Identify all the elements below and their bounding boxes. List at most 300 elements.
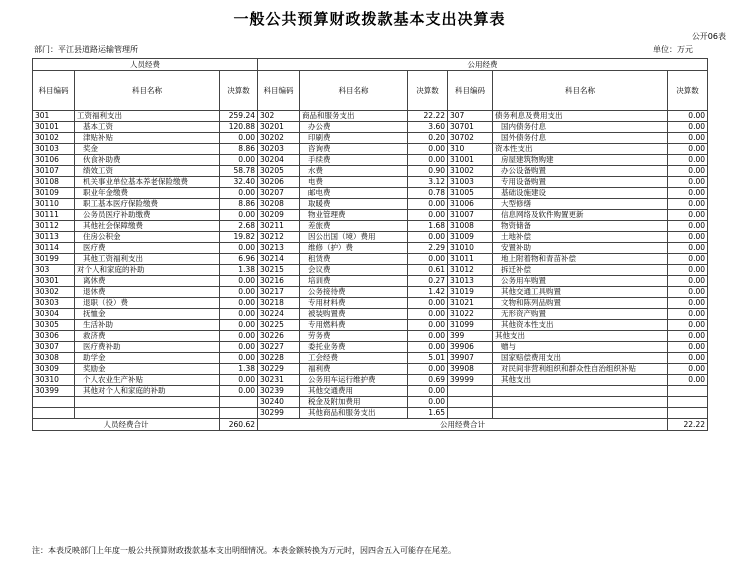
personnel-code-cell: 30306 bbox=[33, 331, 75, 342]
public-a-amount-cell: 0.27 bbox=[408, 276, 448, 287]
public-a-amount-cell: 0.00 bbox=[408, 232, 448, 243]
public-b-amount-cell: 0.00 bbox=[668, 243, 708, 254]
table-header-row bbox=[33, 71, 708, 111]
public-b-code-cell: 30701 bbox=[448, 122, 493, 133]
personnel-name-cell: 个人农业生产补贴 bbox=[75, 375, 220, 386]
public-b-code-cell: 31002 bbox=[448, 166, 493, 177]
public-a-name-cell: 其他商品和服务支出 bbox=[300, 408, 408, 419]
personnel-amount-cell bbox=[220, 408, 258, 419]
table-row bbox=[33, 254, 708, 265]
table-row bbox=[33, 122, 708, 133]
public-b-code-cell: 31006 bbox=[448, 199, 493, 210]
table-row bbox=[33, 243, 708, 254]
personnel-code-cell: 30301 bbox=[33, 276, 75, 287]
public-a-amount-cell: 0.00 bbox=[408, 298, 448, 309]
personnel-code-cell: 30305 bbox=[33, 320, 75, 331]
personnel-code-cell: 30110 bbox=[33, 199, 75, 210]
public-b-code-cell: 39999 bbox=[448, 375, 493, 386]
public-a-amount-cell: 0.00 bbox=[408, 386, 448, 397]
public-b-code-cell: 31021 bbox=[448, 298, 493, 309]
public-b-name-cell: 对民间非营利组织和群众性自治组织补贴 bbox=[493, 364, 668, 375]
personnel-name-cell: 其他对个人和家庭的补助 bbox=[75, 386, 220, 397]
public-b-name-cell bbox=[493, 408, 668, 419]
unit-label: 单位：万元 bbox=[653, 45, 693, 54]
personnel-name-cell: 工资福利支出 bbox=[75, 111, 220, 122]
page-title: 一般公共预算财政拨款基本支出决算表 bbox=[233, 10, 506, 28]
public-a-name-cell: 水费 bbox=[300, 166, 408, 177]
personnel-amount-cell: 32.40 bbox=[220, 177, 258, 188]
public-a-code-cell: 30208 bbox=[258, 199, 300, 210]
personnel-amount-cell: 2.68 bbox=[220, 221, 258, 232]
personnel-name-cell: 伙食补助费 bbox=[75, 155, 220, 166]
public-b-amount-cell: 0.00 bbox=[668, 287, 708, 298]
personnel-amount-cell: 0.00 bbox=[220, 210, 258, 221]
personnel-name-cell: 退职（役）费 bbox=[75, 298, 220, 309]
public-b-name-cell: 其他支出 bbox=[493, 375, 668, 386]
public-b-name-cell: 其他交通工具购置 bbox=[493, 287, 668, 298]
personnel-code-cell: 30308 bbox=[33, 353, 75, 364]
public-a-name-cell: 维修（护）费 bbox=[300, 243, 408, 254]
personnel-code-cell: 30101 bbox=[33, 122, 75, 133]
public-b-amount-cell: 0.00 bbox=[668, 276, 708, 287]
personnel-code-cell: 30303 bbox=[33, 298, 75, 309]
public-b-amount-cell: 0.00 bbox=[668, 298, 708, 309]
public-b-name-cell: 赠与 bbox=[493, 342, 668, 353]
table-row bbox=[33, 342, 708, 353]
public-b-name-cell: 国外债务付息 bbox=[493, 133, 668, 144]
public-a-name-cell: 培训费 bbox=[300, 276, 408, 287]
public-b-code-cell: 39906 bbox=[448, 342, 493, 353]
public-a-name-cell: 被装购置费 bbox=[300, 309, 408, 320]
public-b-name-cell bbox=[493, 386, 668, 397]
public-a-code-cell: 30229 bbox=[258, 364, 300, 375]
personnel-name-cell: 职业年金缴费 bbox=[75, 188, 220, 199]
public-a-amount-cell: 0.00 bbox=[408, 210, 448, 221]
public-b-code-cell bbox=[448, 397, 493, 408]
public-b-amount-cell: 0.00 bbox=[668, 232, 708, 243]
public-a-code-cell: 30218 bbox=[258, 298, 300, 309]
table-row bbox=[33, 199, 708, 210]
public-b-amount-cell: 0.00 bbox=[668, 364, 708, 375]
public-a-amount-cell: 0.00 bbox=[408, 397, 448, 408]
table-row bbox=[33, 221, 708, 232]
personnel-name-cell: 医疗费补助 bbox=[75, 342, 220, 353]
public-a-amount-cell: 0.90 bbox=[408, 166, 448, 177]
public-a-amount-cell: 0.20 bbox=[408, 133, 448, 144]
personnel-code-cell: 30399 bbox=[33, 386, 75, 397]
public-b-code-cell: 31005 bbox=[448, 188, 493, 199]
public-a-code-cell: 302 bbox=[258, 111, 300, 122]
public-b-code-cell: 399 bbox=[448, 331, 493, 342]
public-b-amount-cell: 0.00 bbox=[668, 265, 708, 276]
personnel-amount-cell: 259.24 bbox=[220, 111, 258, 122]
public-a-amount-cell: 0.61 bbox=[408, 265, 448, 276]
table-row bbox=[33, 287, 708, 298]
public-a-name-cell: 专用材料费 bbox=[300, 298, 408, 309]
personnel-amount-cell: 1.38 bbox=[220, 265, 258, 276]
personnel-amount-cell: 0.00 bbox=[220, 309, 258, 320]
personnel-name-cell: 离休费 bbox=[75, 276, 220, 287]
public-a-name-cell: 因公出国（境）费用 bbox=[300, 232, 408, 243]
personnel-code-cell: 303 bbox=[33, 265, 75, 276]
table-row bbox=[33, 408, 708, 419]
public-a-amount-cell: 0.69 bbox=[408, 375, 448, 386]
public-a-code-cell: 30206 bbox=[258, 177, 300, 188]
public-b-name-cell: 信息网络及软件购置更新 bbox=[493, 210, 668, 221]
public-a-name-cell: 商品和服务支出 bbox=[300, 111, 408, 122]
public-b-code-cell: 31022 bbox=[448, 309, 493, 320]
personnel-total-value: 260.62 bbox=[220, 419, 258, 431]
public-a-code-cell: 30207 bbox=[258, 188, 300, 199]
public-b-code-cell: 30702 bbox=[448, 133, 493, 144]
public-group-header: 公用经费 bbox=[258, 59, 708, 71]
table-row bbox=[33, 397, 708, 408]
personnel-amount-cell: 0.00 bbox=[220, 386, 258, 397]
public-total-label: 公用经费合计 bbox=[258, 419, 668, 431]
footnote: 注：本表反映部门上年度一般公共预算财政拨款基本支出明细情况。本表金额转换为万元时，因四舍五入可能存在尾差。 bbox=[32, 546, 456, 555]
personnel-code-cell: 301 bbox=[33, 111, 75, 122]
personnel-name-cell: 津贴补贴 bbox=[75, 133, 220, 144]
personnel-name-cell: 奖励金 bbox=[75, 364, 220, 375]
public-b-amount-cell: 0.00 bbox=[668, 254, 708, 265]
public-b-amount-cell: 0.00 bbox=[668, 331, 708, 342]
public-a-code-cell: 30203 bbox=[258, 144, 300, 155]
table-row bbox=[33, 133, 708, 144]
table-row bbox=[33, 265, 708, 276]
personnel-amount-cell: 58.78 bbox=[220, 166, 258, 177]
public-b-amount-cell: 0.00 bbox=[668, 177, 708, 188]
public-b-code-cell: 31008 bbox=[448, 221, 493, 232]
personnel-amount-cell: 6.96 bbox=[220, 254, 258, 265]
personnel-name-cell: 抚恤金 bbox=[75, 309, 220, 320]
table-row bbox=[33, 177, 708, 188]
public-a-amount-cell: 0.00 bbox=[408, 254, 448, 265]
public-a-code-cell: 30202 bbox=[258, 133, 300, 144]
personnel-amount-cell: 0.00 bbox=[220, 375, 258, 386]
personnel-name-cell: 其他社会保障缴费 bbox=[75, 221, 220, 232]
personnel-code-cell bbox=[33, 397, 75, 408]
public-a-name-cell: 手续费 bbox=[300, 155, 408, 166]
public-a-code-cell: 30212 bbox=[258, 232, 300, 243]
personnel-name-cell: 生活补助 bbox=[75, 320, 220, 331]
public-a-amount-cell: 3.60 bbox=[408, 122, 448, 133]
public-b-amount-cell: 0.00 bbox=[668, 199, 708, 210]
personnel-code-cell: 30310 bbox=[33, 375, 75, 386]
personnel-code-cell: 30102 bbox=[33, 133, 75, 144]
public-a-amount-cell: 1.42 bbox=[408, 287, 448, 298]
personnel-amount-cell: 0.00 bbox=[220, 133, 258, 144]
table-row bbox=[33, 320, 708, 331]
personnel-name-cell: 助学金 bbox=[75, 353, 220, 364]
public-b-code-cell: 31013 bbox=[448, 276, 493, 287]
public-a-code-cell: 30227 bbox=[258, 342, 300, 353]
personnel-code-cell: 30199 bbox=[33, 254, 75, 265]
table-row bbox=[33, 386, 708, 397]
public-b-code-cell bbox=[448, 408, 493, 419]
public-a-code-cell: 30240 bbox=[258, 397, 300, 408]
personnel-amount-cell: 8.86 bbox=[220, 144, 258, 155]
table-row bbox=[33, 331, 708, 342]
public-a-code-cell: 30225 bbox=[258, 320, 300, 331]
personnel-amount-cell bbox=[220, 397, 258, 408]
public-b-name-cell: 大型修缮 bbox=[493, 199, 668, 210]
public-b-amount-cell: 0.00 bbox=[668, 166, 708, 177]
public-b-code-cell: 307 bbox=[448, 111, 493, 122]
public-b-amount-cell: 0.00 bbox=[668, 210, 708, 221]
personnel-code-cell: 30113 bbox=[33, 232, 75, 243]
public-b-code-cell: 31019 bbox=[448, 287, 493, 298]
personnel-amount-cell: 0.00 bbox=[220, 287, 258, 298]
public-a-amount-cell: 3.12 bbox=[408, 177, 448, 188]
table-row bbox=[33, 309, 708, 320]
personnel-code-cell: 30107 bbox=[33, 166, 75, 177]
personnel-code-cell: 30304 bbox=[33, 309, 75, 320]
personnel-amount-cell: 8.86 bbox=[220, 199, 258, 210]
public-b-name-cell: 债务利息及费用支出 bbox=[493, 111, 668, 122]
public-b-amount-cell: 0.00 bbox=[668, 320, 708, 331]
personnel-name-cell: 机关事业单位基本养老保险缴费 bbox=[75, 177, 220, 188]
public-a-name-cell: 会议费 bbox=[300, 265, 408, 276]
public-b-amount-cell: 0.00 bbox=[668, 221, 708, 232]
public-b-name-cell: 资本性支出 bbox=[493, 144, 668, 155]
public-a-name-cell: 税金及附加费用 bbox=[300, 397, 408, 408]
public-a-amount-cell: 5.01 bbox=[408, 353, 448, 364]
table-row bbox=[33, 353, 708, 364]
public-a-amount-cell: 0.00 bbox=[408, 144, 448, 155]
public-b-name-cell: 专用设备购置 bbox=[493, 177, 668, 188]
personnel-name-cell: 基本工资 bbox=[75, 122, 220, 133]
public-b-name-cell: 物资储备 bbox=[493, 221, 668, 232]
column-header-code: 科目编码 bbox=[33, 71, 75, 111]
public-a-amount-cell: 0.00 bbox=[408, 331, 448, 342]
public-a-name-cell: 委托业务费 bbox=[300, 342, 408, 353]
public-a-amount-cell: 1.68 bbox=[408, 221, 448, 232]
public-b-amount-cell bbox=[668, 386, 708, 397]
personnel-name-cell bbox=[75, 408, 220, 419]
personnel-code-cell: 30109 bbox=[33, 188, 75, 199]
personnel-amount-cell: 0.00 bbox=[220, 353, 258, 364]
public-b-code-cell: 310 bbox=[448, 144, 493, 155]
table-row bbox=[33, 188, 708, 199]
public-a-name-cell: 咨询费 bbox=[300, 144, 408, 155]
public-a-code-cell: 30205 bbox=[258, 166, 300, 177]
public-a-amount-cell: 0.00 bbox=[408, 199, 448, 210]
expenditure-table bbox=[32, 58, 708, 431]
personnel-code-cell: 30112 bbox=[33, 221, 75, 232]
public-a-name-cell: 公务用车运行维护费 bbox=[300, 375, 408, 386]
public-b-code-cell: 39908 bbox=[448, 364, 493, 375]
personnel-code-cell: 30307 bbox=[33, 342, 75, 353]
public-a-code-cell: 30239 bbox=[258, 386, 300, 397]
public-a-name-cell: 物业管理费 bbox=[300, 210, 408, 221]
public-a-code-cell: 30299 bbox=[258, 408, 300, 419]
table-row bbox=[33, 111, 708, 122]
public-a-code-cell: 30215 bbox=[258, 265, 300, 276]
totals-row bbox=[33, 419, 708, 431]
public-b-code-cell bbox=[448, 386, 493, 397]
public-b-name-cell: 房屋建筑物购建 bbox=[493, 155, 668, 166]
public-b-amount-cell bbox=[668, 397, 708, 408]
personnel-code-cell: 30302 bbox=[33, 287, 75, 298]
public-b-amount-cell: 0.00 bbox=[668, 309, 708, 320]
public-b-name-cell: 无形资产购置 bbox=[493, 309, 668, 320]
public-b-amount-cell: 0.00 bbox=[668, 122, 708, 133]
public-b-name-cell: 拆迁补偿 bbox=[493, 265, 668, 276]
personnel-amount-cell: 0.00 bbox=[220, 188, 258, 199]
public-b-code-cell: 31012 bbox=[448, 265, 493, 276]
public-b-code-cell: 31099 bbox=[448, 320, 493, 331]
personnel-amount-cell: 0.00 bbox=[220, 320, 258, 331]
personnel-code-cell: 30111 bbox=[33, 210, 75, 221]
public-a-name-cell: 取暖费 bbox=[300, 199, 408, 210]
table-row bbox=[33, 232, 708, 243]
public-a-amount-cell: 2.29 bbox=[408, 243, 448, 254]
public-b-name-cell: 地上附着物和青苗补偿 bbox=[493, 254, 668, 265]
public-b-amount-cell: 0.00 bbox=[668, 155, 708, 166]
public-a-name-cell: 差旅费 bbox=[300, 221, 408, 232]
public-a-name-cell: 办公费 bbox=[300, 122, 408, 133]
form-code: 公开06表 bbox=[691, 32, 726, 41]
public-b-name-cell bbox=[493, 397, 668, 408]
table-header-group-row bbox=[33, 59, 708, 71]
public-b-amount-cell: 0.00 bbox=[668, 353, 708, 364]
public-b-name-cell: 安置补助 bbox=[493, 243, 668, 254]
personnel-code-cell: 30106 bbox=[33, 155, 75, 166]
personnel-code-cell bbox=[33, 408, 75, 419]
public-b-name-cell: 办公设备购置 bbox=[493, 166, 668, 177]
public-a-code-cell: 30216 bbox=[258, 276, 300, 287]
public-a-name-cell: 工会经费 bbox=[300, 353, 408, 364]
public-a-amount-cell: 0.00 bbox=[408, 320, 448, 331]
personnel-amount-cell: 0.00 bbox=[220, 342, 258, 353]
personnel-name-cell: 医疗费 bbox=[75, 243, 220, 254]
column-header-amount: 决算数 bbox=[408, 71, 448, 111]
personnel-name-cell: 对个人和家庭的补助 bbox=[75, 265, 220, 276]
column-header-amount: 决算数 bbox=[668, 71, 708, 111]
public-b-code-cell: 31009 bbox=[448, 232, 493, 243]
public-a-name-cell: 电费 bbox=[300, 177, 408, 188]
personnel-name-cell: 公务员医疗补助缴费 bbox=[75, 210, 220, 221]
public-a-name-cell: 租赁费 bbox=[300, 254, 408, 265]
public-a-code-cell: 30217 bbox=[258, 287, 300, 298]
public-a-amount-cell: 0.00 bbox=[408, 309, 448, 320]
public-a-code-cell: 30211 bbox=[258, 221, 300, 232]
public-b-amount-cell: 0.00 bbox=[668, 342, 708, 353]
public-a-amount-cell: 0.00 bbox=[408, 342, 448, 353]
public-a-name-cell: 公务接待费 bbox=[300, 287, 408, 298]
personnel-amount-cell: 19.82 bbox=[220, 232, 258, 243]
table-row bbox=[33, 276, 708, 287]
personnel-name-cell: 救济费 bbox=[75, 331, 220, 342]
personnel-group-header: 人员经费 bbox=[33, 59, 258, 71]
public-a-name-cell: 印刷费 bbox=[300, 133, 408, 144]
public-b-name-cell: 公务用车购置 bbox=[493, 276, 668, 287]
public-b-amount-cell bbox=[668, 408, 708, 419]
table-row bbox=[33, 375, 708, 386]
personnel-code-cell: 30114 bbox=[33, 243, 75, 254]
personnel-amount-cell: 120.88 bbox=[220, 122, 258, 133]
personnel-total-label: 人员经费合计 bbox=[33, 419, 220, 431]
public-a-code-cell: 30214 bbox=[258, 254, 300, 265]
public-b-amount-cell: 0.00 bbox=[668, 375, 708, 386]
public-b-code-cell: 31010 bbox=[448, 243, 493, 254]
public-a-code-cell: 30228 bbox=[258, 353, 300, 364]
public-a-amount-cell: 0.00 bbox=[408, 364, 448, 375]
public-a-code-cell: 30231 bbox=[258, 375, 300, 386]
public-a-amount-cell: 22.22 bbox=[408, 111, 448, 122]
public-b-name-cell: 国家赔偿费用支出 bbox=[493, 353, 668, 364]
personnel-amount-cell: 0.00 bbox=[220, 298, 258, 309]
public-b-name-cell: 国内债务付息 bbox=[493, 122, 668, 133]
public-a-code-cell: 30213 bbox=[258, 243, 300, 254]
personnel-name-cell: 退休费 bbox=[75, 287, 220, 298]
public-total-value: 22.22 bbox=[668, 419, 708, 431]
public-b-name-cell: 其他资本性支出 bbox=[493, 320, 668, 331]
public-a-name-cell: 邮电费 bbox=[300, 188, 408, 199]
public-a-code-cell: 30226 bbox=[258, 331, 300, 342]
personnel-amount-cell: 0.00 bbox=[220, 243, 258, 254]
table-row bbox=[33, 210, 708, 221]
public-a-code-cell: 30209 bbox=[258, 210, 300, 221]
public-a-amount-cell: 0.00 bbox=[408, 155, 448, 166]
personnel-name-cell: 绩效工资 bbox=[75, 166, 220, 177]
public-b-code-cell: 31007 bbox=[448, 210, 493, 221]
table-row bbox=[33, 155, 708, 166]
table-row bbox=[33, 298, 708, 309]
personnel-amount-cell: 0.00 bbox=[220, 331, 258, 342]
public-b-name-cell: 其他支出 bbox=[493, 331, 668, 342]
public-b-code-cell: 39907 bbox=[448, 353, 493, 364]
public-b-amount-cell: 0.00 bbox=[668, 133, 708, 144]
public-a-code-cell: 30224 bbox=[258, 309, 300, 320]
public-a-name-cell: 劳务费 bbox=[300, 331, 408, 342]
public-b-code-cell: 31001 bbox=[448, 155, 493, 166]
column-header-name: 科目名称 bbox=[300, 71, 408, 111]
personnel-amount-cell: 0.00 bbox=[220, 155, 258, 166]
public-b-amount-cell: 0.00 bbox=[668, 144, 708, 155]
department-label: 部门：平江县道路运输管理所 bbox=[34, 45, 138, 54]
public-a-name-cell: 福利费 bbox=[300, 364, 408, 375]
column-header-name: 科目名称 bbox=[493, 71, 668, 111]
table-row bbox=[33, 166, 708, 177]
personnel-amount-cell: 0.00 bbox=[220, 276, 258, 287]
public-b-name-cell: 基础设施建设 bbox=[493, 188, 668, 199]
public-b-code-cell: 31003 bbox=[448, 177, 493, 188]
public-b-amount-cell: 0.00 bbox=[668, 111, 708, 122]
column-header-name: 科目名称 bbox=[75, 71, 220, 111]
personnel-name-cell: 住房公积金 bbox=[75, 232, 220, 243]
personnel-name-cell: 其他工资福利支出 bbox=[75, 254, 220, 265]
public-b-amount-cell: 0.00 bbox=[668, 188, 708, 199]
column-header-code: 科目编码 bbox=[448, 71, 493, 111]
personnel-name-cell bbox=[75, 397, 220, 408]
public-b-name-cell: 文物和陈列品购置 bbox=[493, 298, 668, 309]
public-a-name-cell: 其他交通费用 bbox=[300, 386, 408, 397]
personnel-code-cell: 30103 bbox=[33, 144, 75, 155]
public-b-code-cell: 31011 bbox=[448, 254, 493, 265]
personnel-code-cell: 30108 bbox=[33, 177, 75, 188]
personnel-name-cell: 职工基本医疗保险缴费 bbox=[75, 199, 220, 210]
table-row bbox=[33, 144, 708, 155]
personnel-amount-cell: 1.38 bbox=[220, 364, 258, 375]
personnel-name-cell: 奖金 bbox=[75, 144, 220, 155]
public-b-name-cell: 土地补偿 bbox=[493, 232, 668, 243]
column-header-code: 科目编码 bbox=[258, 71, 300, 111]
public-a-code-cell: 30201 bbox=[258, 122, 300, 133]
public-a-amount-cell: 1.65 bbox=[408, 408, 448, 419]
public-a-name-cell: 专用燃料费 bbox=[300, 320, 408, 331]
table-row bbox=[33, 364, 708, 375]
